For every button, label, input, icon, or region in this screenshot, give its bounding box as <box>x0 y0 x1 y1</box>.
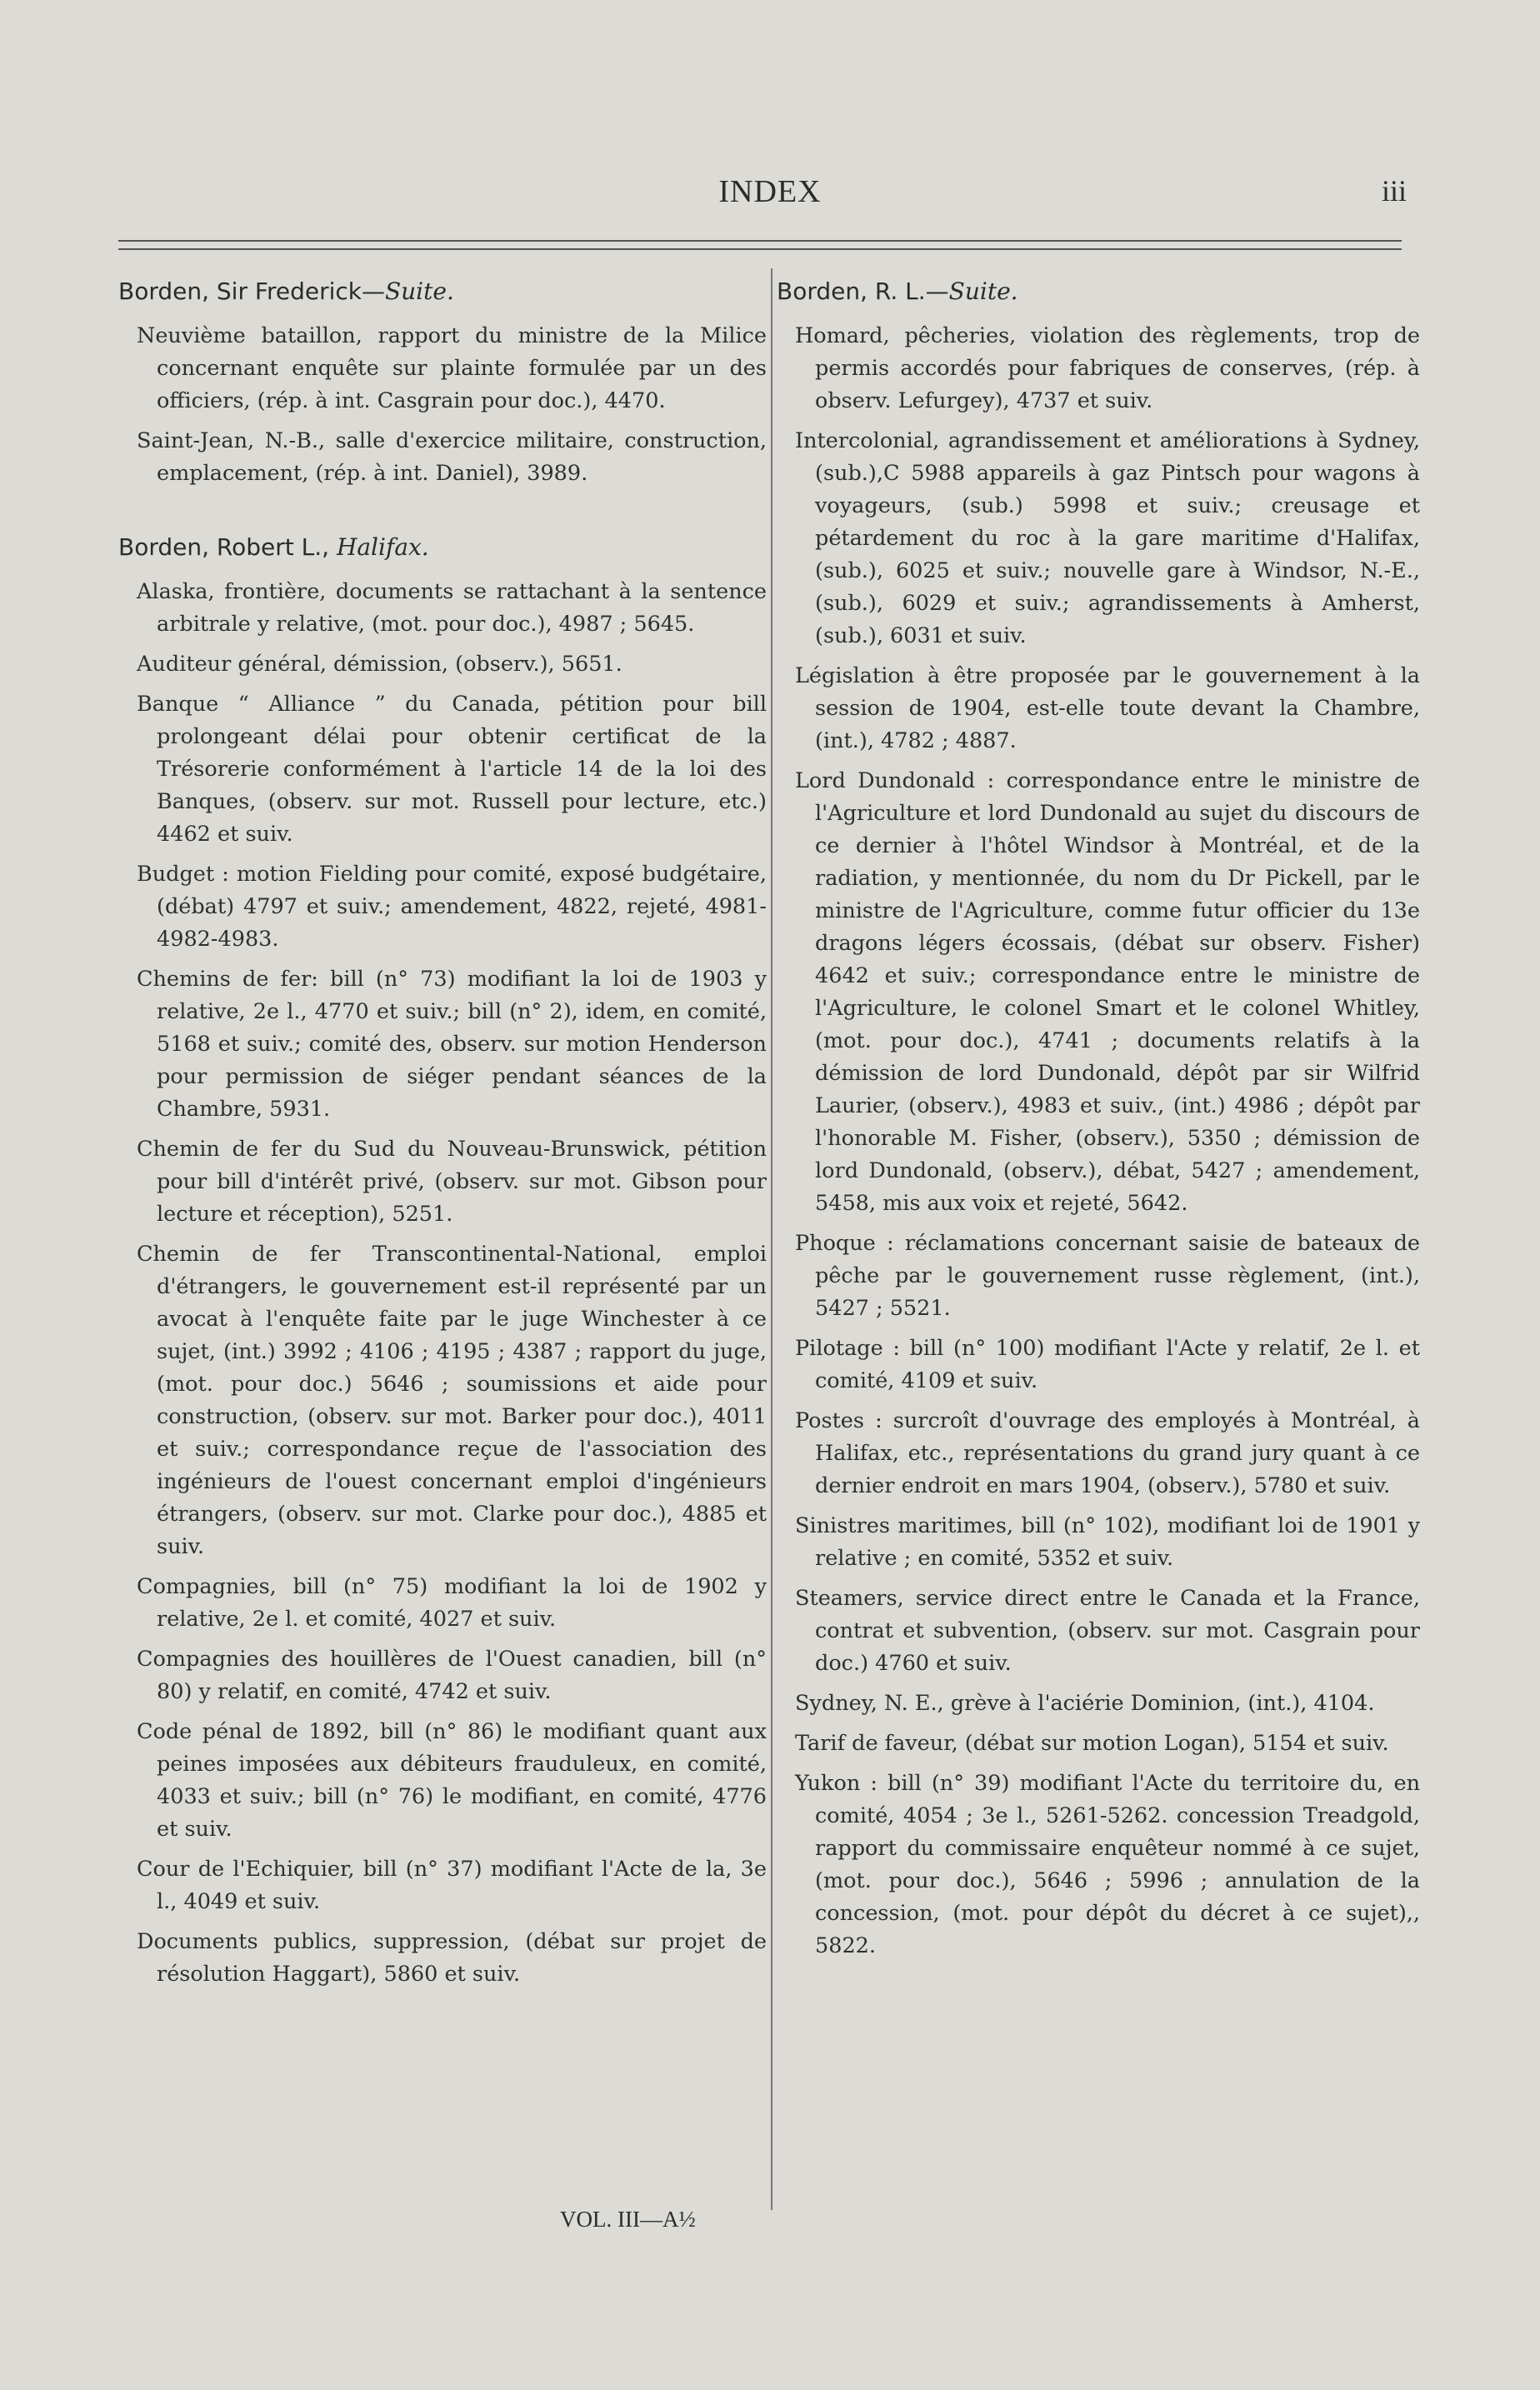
heading-suffix: Suite. <box>948 278 1018 305</box>
left-column <box>118 275 767 1998</box>
index-entry: Yukon : bill (n° 39) modifiant l'Acte du territoire du, en comité, 4054 ; 3e l., 5261-5262. concession Treadgold, rapport du commissaire enquêteur nommé à ce sujet, (mot. pour doc.), 5646 ; 5996 ; annulation de la concession, (mot. pour dépôt du décret à ce sujet),, 5822. <box>795 1771 1420 1958</box>
heading-name: Borden, R. L.— <box>777 278 949 305</box>
heading-suffix: Suite. <box>384 278 454 305</box>
index-entry: Code pénal de 1892, bill (n° 86) le modifiant quant aux peines imposées aux débiteurs frauduleux, en comité, 4033 et suiv.; bill (n° 76) le modifiant, en comité, 4776 et suiv. <box>137 1719 767 1842</box>
index-entry: Phoque : réclamations concernant saisie de bateaux de pêche par le gouvernement russe règlement, (int.), 5427 ; 5521. <box>795 1231 1420 1321</box>
heading-name: Borden, Robert L., <box>118 533 337 561</box>
page-number: iii <box>1381 174 1407 208</box>
index-entry: Saint-Jean, N.-B., salle d'exercice militaire, construction, emplacement, (rép. à int. Daniel), 3989. <box>137 428 767 486</box>
index-entry: Homard, pêcheries, violation des règlements, trop de permis accordés pour fabriques de conserves, (rép. à observ. Lefurgey), 4737 et suiv. <box>795 323 1420 413</box>
index-entry: Sinistres maritimes, bill (n° 102), modifiant loi de 1901 y relative ; en comité, 5352 et suiv. <box>795 1513 1420 1571</box>
index-entry: Lord Dundonald : correspondance entre le ministre de l'Agriculture et lord Dundonald au sujet du discours de ce dernier à l'hôtel Windsor à Montréal, et de la radiation, y mentionnée, du nom du Dr Pickell, par le ministre de l'Agriculture, comme futur officier du 13e dragons légers écossais, (débat sur observ. Fisher) 4642 et suiv.; correspondance entre le ministre de l'Agriculture, le colonel Smart et le colonel Whitley, (mot. pour doc.), 4741 ; documents relatifs à la démission de lord Dundonald, dépôt par sir Wilfrid Laurier, (observ.), 4983 et suiv., (int.) 4986 ; dépôt par l'honorable M. Fisher, (observ.), 5350 ; démission de lord Dundonald, (observ.), débat, 5427 ; amendement, 5458, mis aux voix et rejeté, 5642. <box>795 768 1420 1216</box>
index-entry: Postes : surcroît d'ouvrage des employés à Montréal, à Halifax, etc., représentations du grand jury quant à ce dernier endroit en mars 1904, (observ.), 5780 et suiv. <box>795 1408 1420 1498</box>
index-entry: Alaska, frontière, documents se rattachant à la sentence arbitrale y relative, (mot. pour doc.), 4987 ; 5645. <box>137 579 767 637</box>
header-rule-bottom <box>118 248 1402 250</box>
header-rule-top <box>118 240 1402 242</box>
right-column <box>777 275 1420 1970</box>
index-entry: Cour de l'Echiquier, bill (n° 37) modifiant l'Acte de la, 3e l., 4049 et suiv. <box>137 1857 767 1914</box>
index-heading <box>118 531 767 564</box>
index-entry: Pilotage : bill (n° 100) modifiant l'Acte y relatif, 2e l. et comité, 4109 et suiv. <box>795 1336 1420 1393</box>
index-entry: Auditeur général, démission, (observ.), 5651. <box>137 652 622 677</box>
volume-footer: VOL. III—A½ <box>560 2207 696 2232</box>
index-entry: Législation à être proposée par le gouvernement à la session de 1904, est-elle toute devant la Chambre, (int.), 4782 ; 4887. <box>795 663 1420 753</box>
index-entry: Banque “ Alliance ” du Canada, pétition pour bill prolongeant délai pour obtenir certificat de la Trésorerie conformément à l'article 14 de la loi des Banques, (observ. sur mot. Russell pour lecture, etc.) 4462 et suiv. <box>137 692 767 847</box>
index-entry: Intercolonial, agrandissement et améliorations à Sydney, (sub.),C 5988 appareils à gaz Pintsch pour wagons à voyageurs, (sub.) 5998 et suiv.; creusage et pétardement du roc à la gare maritime d'Halifax, (sub.), 6025 et suiv.; nouvelle gare à Windsor, N.-E., (sub.), 6029 et suiv.; agrandissements à Amherst, (sub.), 6031 et suiv. <box>795 428 1420 648</box>
index-entry: Budget : motion Fielding pour comité, exposé budgétaire, (débat) 4797 et suiv.; amendement, 4822, rejeté, 4981-4982-4983. <box>137 862 767 952</box>
index-entry: Chemins de fer: bill (n° 73) modifiant la loi de 1903 y relative, 2e l., 4770 et suiv.; bill (n° 2), idem, en comité, 5168 et suiv.; comité des, observ. sur motion Henderson pour permission de siéger pendant séances de la Chambre, 5931. <box>137 967 767 1122</box>
index-heading <box>777 275 1420 308</box>
index-entry: Compagnies, bill (n° 75) modifiant la loi de 1902 y relative, 2e l. et comité, 4027 et suiv. <box>137 1574 767 1632</box>
page-title: INDEX <box>718 174 822 209</box>
index-entry: Tarif de faveur, (débat sur motion Logan), 5154 et suiv. <box>795 1731 1389 1756</box>
index-entry: Chemin de fer Transcontinental-National, emploi d'étrangers, le gouvernement est-il représenté par un avocat à l'enquête faite par le juge Winchester à ce sujet, (int.) 3992 ; 4106 ; 4195 ; 4387 ; rapport du juge, (mot. pour doc.) 5646 ; soumissions et aide pour construction, (observ. sur mot. Barker pour doc.), 4011 et suiv.; correspondance reçue de l'association des ingénieurs de l'ouest concernant emploi d'ingénieurs étrangers, (observ. sur mot. Clarke pour doc.), 4885 et suiv. <box>137 1242 767 1559</box>
heading-suffix: Halifax. <box>336 533 429 561</box>
index-entry: Compagnies des houillères de l'Ouest canadien, bill (n° 80) y relatif, en comité, 4742 et suiv. <box>137 1647 767 1704</box>
section-gap <box>118 498 767 531</box>
index-entry: Chemin de fer du Sud du Nouveau-Brunswick, pétition pour bill d'intérêt privé, (observ. sur mot. Gibson pour lecture et réception), 5251. <box>137 1137 767 1227</box>
index-entry: Steamers, service direct entre le Canada et la France, contrat et subvention, (observ. sur mot. Casgrain pour doc.) 4760 et suiv. <box>795 1586 1420 1676</box>
index-heading <box>118 275 767 308</box>
column-divider <box>771 268 772 2210</box>
index-entry: Documents publics, suppression, (débat sur projet de résolution Haggart), 5860 et suiv. <box>137 1929 767 1987</box>
index-entry: Neuvième bataillon, rapport du ministre de la Milice concernant enquête sur plainte formulée par un des officiers, (rép. à int. Casgrain pour doc.), 4470. <box>137 323 767 413</box>
index-entry: Sydney, N. E., grève à l'aciérie Dominion, (int.), 4104. <box>795 1691 1375 1716</box>
heading-name: Borden, Sir Frederick— <box>118 278 385 305</box>
